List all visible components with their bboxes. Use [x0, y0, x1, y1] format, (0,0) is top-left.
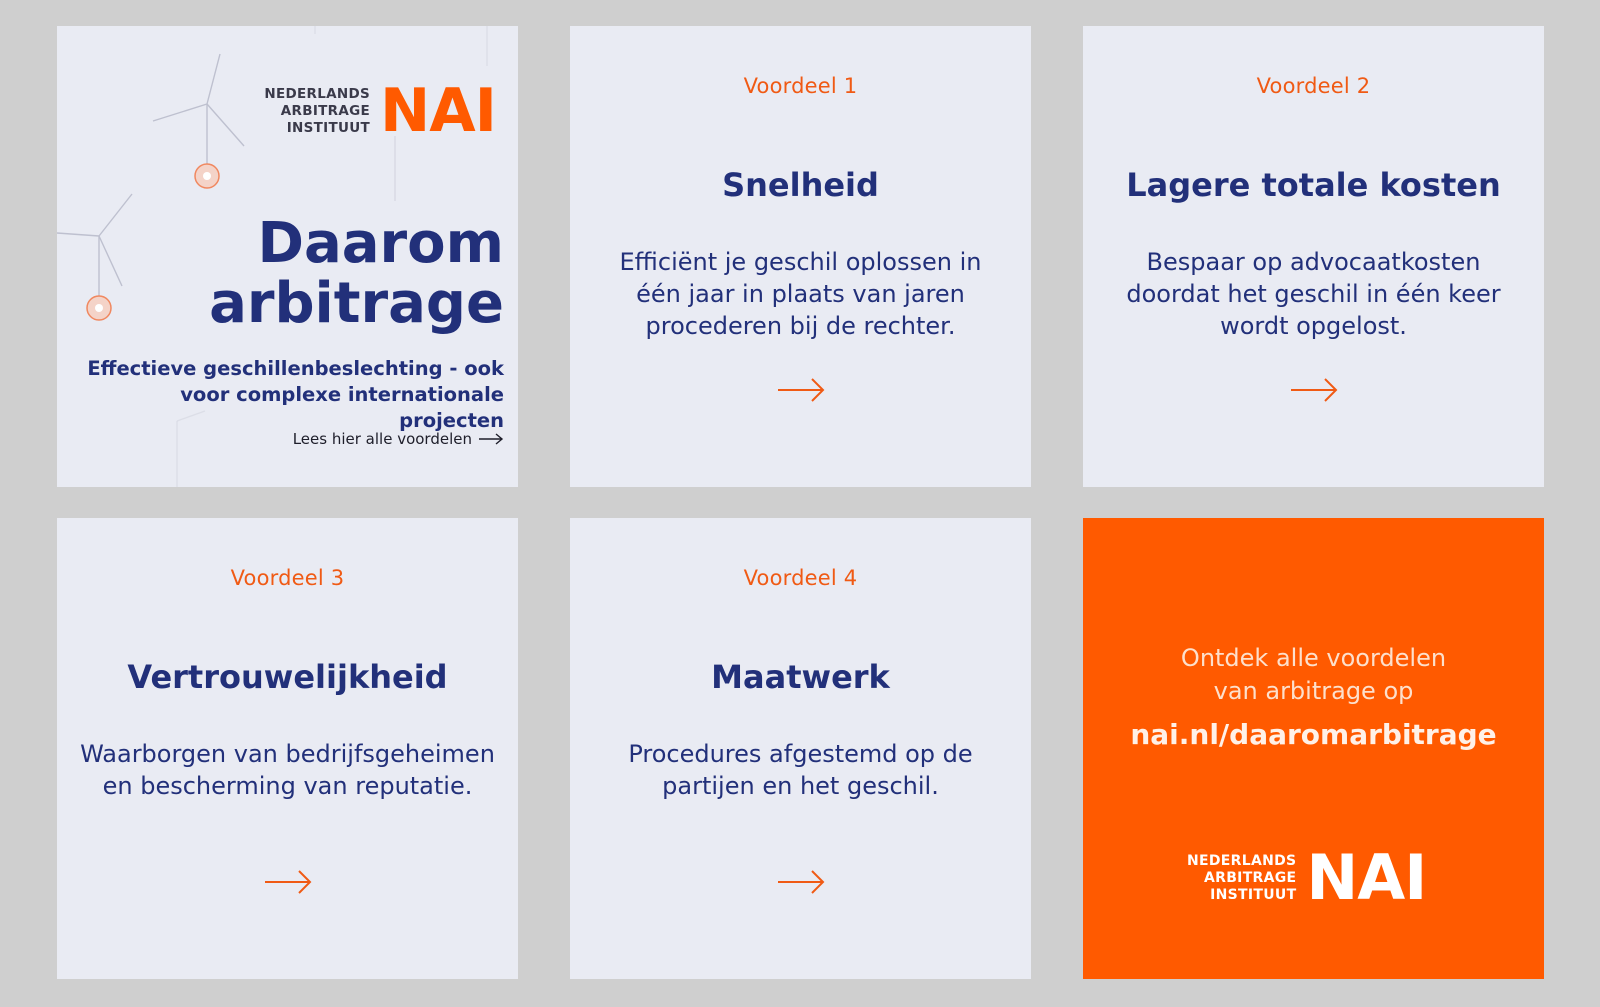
benefit-card-4[interactable] — [570, 518, 1031, 979]
hero-title-line2: arbitrage — [209, 271, 504, 336]
arrow-right-icon[interactable] — [1289, 376, 1339, 404]
logo-mark: NAI — [380, 76, 496, 146]
benefit-body: Procedures afgestemd op de partijen en het geschil. — [628, 740, 973, 800]
benefit-title: Maatwerk — [711, 658, 890, 696]
arrow-right-icon[interactable] — [776, 376, 826, 404]
outro-url-link[interactable]: nai.nl/daaromarbitrage — [1130, 718, 1497, 751]
hero-subtitle: Effectieve geschillenbeslechting - ook voor complexe internationale projecten — [87, 357, 504, 432]
benefit-title: Vertrouwelijkheid — [127, 658, 448, 696]
benefit-body: Bespaar op advocaatkosten doordat het geschil in één keer wordt opgelost. — [1126, 248, 1501, 340]
outro-lead: Ontdek alle voordelen van arbitrage op — [1180, 644, 1447, 705]
hero-title-line1: Daarom — [257, 211, 504, 276]
nai-logo[interactable] — [264, 76, 496, 146]
outro-tile[interactable] — [1083, 518, 1544, 979]
benefit-body: Waarborgen van bedrijfsgeheimen en bescherming van reputatie. — [80, 740, 495, 800]
arrow-right-icon[interactable] — [776, 868, 826, 896]
logo-mark: NAI — [1306, 841, 1427, 914]
hero-title — [209, 211, 504, 336]
logo-wordmark: NEDERLANDS ARBITRAGE INSTITUUT — [264, 85, 371, 136]
read-benefits-label: Lees hier alle voordelen — [292, 430, 472, 448]
benefit-kicker: Voordeel 4 — [743, 566, 858, 590]
benefit-title: Lagere totale kosten — [1126, 166, 1501, 204]
benefit-card-3[interactable] — [57, 518, 518, 979]
benefit-card-2[interactable] — [1083, 26, 1544, 487]
benefit-kicker: Voordeel 1 — [743, 74, 858, 98]
logo-wordmark: NEDERLANDS ARBITRAGE INSTITUUT — [1187, 852, 1297, 903]
intro-tile[interactable] — [57, 26, 518, 487]
benefit-kicker: Voordeel 2 — [1256, 74, 1371, 98]
benefit-body: Efficiënt je geschil oplossen in één jaar in plaats van jaren procederen bij de rechter. — [619, 248, 982, 340]
arrow-right-icon — [478, 432, 504, 446]
benefit-card-1[interactable] — [570, 26, 1031, 487]
read-benefits-link[interactable] — [293, 430, 504, 448]
nai-logo[interactable] — [1187, 841, 1427, 914]
arrow-right-icon[interactable] — [263, 868, 313, 896]
benefit-kicker: Voordeel 3 — [230, 566, 345, 590]
benefit-title: Snelheid — [722, 166, 879, 204]
